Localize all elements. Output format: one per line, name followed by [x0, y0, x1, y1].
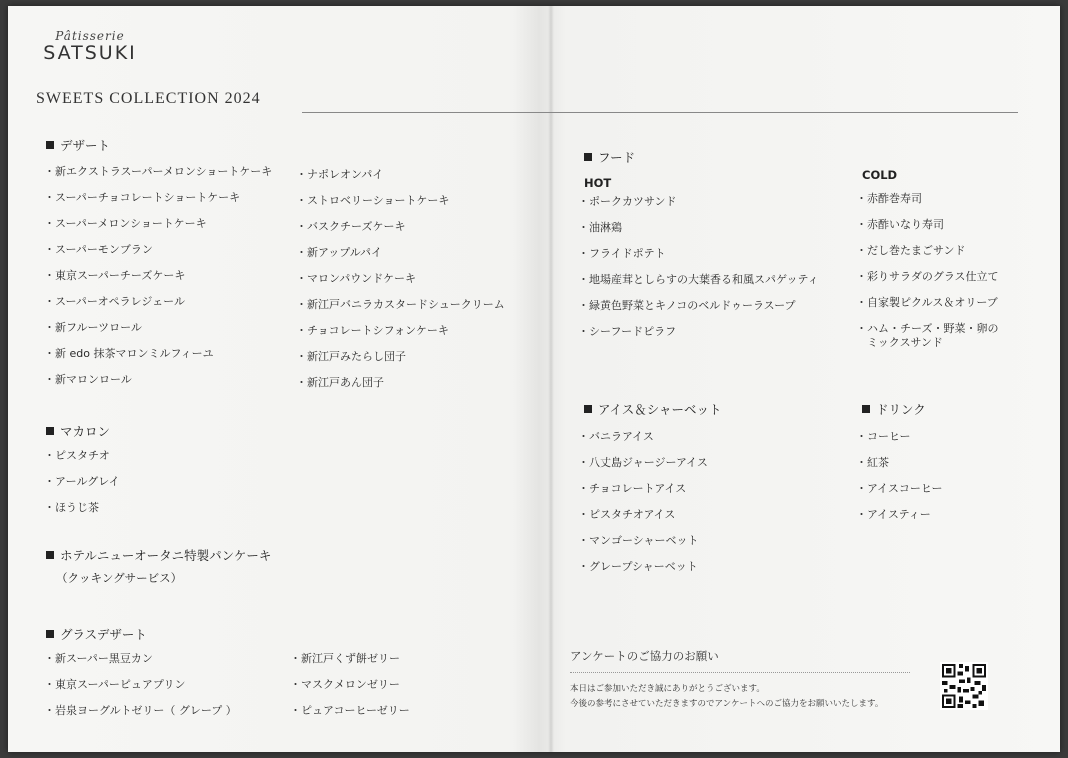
- macaron-item: ・ アールグレイ: [44, 475, 120, 501]
- food-hot-item: ・ 緑黄色野菜とキノコのベルドゥーラスープ: [578, 299, 819, 325]
- pancake-note: （クッキングサービス）: [56, 571, 183, 585]
- food-hot-item: ・ シーフードピラフ: [578, 325, 819, 351]
- bullet-square-icon: [46, 551, 54, 559]
- section-ice-title: アイス＆シャーベット: [584, 400, 722, 418]
- dessert-list-left: [44, 165, 272, 399]
- glass-dessert-item: ・ ピュアコーヒーゼリー: [290, 704, 410, 730]
- header-rule: [302, 112, 1018, 113]
- drink-item: ・ 紅茶: [856, 456, 942, 482]
- macaron-item: ・ ピスタチオ: [44, 449, 120, 475]
- dessert-item: ・ 新江戸バニラカスタードシュークリーム: [296, 298, 505, 324]
- bullet-square-icon: [46, 141, 54, 149]
- dessert-item: ・ スーパーオペラレジェール: [44, 295, 272, 321]
- food-cold-item: ・ だし巻たまごサンド: [856, 244, 999, 270]
- bullet-square-icon: [862, 405, 870, 413]
- food-cold-item: ・ ハム・チーズ・野菜・卵の ミックスサンド: [856, 322, 999, 348]
- ice-item: ・ マンゴーシャーベット: [578, 534, 708, 560]
- dessert-item: ・ 新江戸みたらし団子: [296, 350, 505, 376]
- dessert-list-right: [296, 168, 505, 402]
- food-hot-label: HOT: [584, 176, 612, 190]
- section-dessert-title: デザート: [46, 136, 110, 154]
- section-glass-title: グラスデザート: [46, 625, 147, 643]
- ice-item: ・ ピスタチオアイス: [578, 508, 708, 534]
- brand-script: Pâtisserie: [55, 29, 125, 43]
- food-hot-item: ・ ポークカツサンド: [578, 195, 819, 221]
- section-pancake-title: ホテルニューオータニ特製パンケーキ: [46, 546, 271, 564]
- glass-dessert-item: ・ 新江戸くず餅ゼリー: [290, 652, 410, 678]
- food-cold-item: ・ 彩りサラダのグラス仕立て: [856, 270, 999, 296]
- glass-dessert-item: ・ 岩泉ヨーグルトゼリー（ グレープ ）: [44, 704, 237, 730]
- section-drink-title: ドリンク: [862, 400, 926, 418]
- survey-title: アンケートのご協力のお願い: [570, 649, 719, 663]
- ice-item: ・ チョコレートアイス: [578, 482, 708, 508]
- bullet-square-icon: [584, 153, 592, 161]
- drink-item: ・ コーヒー: [856, 430, 942, 456]
- ice-list: [578, 430, 708, 586]
- food-hot-list: [578, 195, 819, 351]
- glass-list-right: [290, 652, 410, 730]
- brand-logo: [38, 30, 142, 64]
- ice-item: ・ 八丈島ジャージーアイス: [578, 456, 708, 482]
- survey-divider: [570, 672, 910, 673]
- survey-text: [570, 682, 883, 712]
- dessert-item: ・ 新アップルパイ: [296, 246, 505, 272]
- glass-dessert-item: ・ 新スーパー黒豆カン: [44, 652, 237, 678]
- survey-line-2: 今後の参考にさせていただきますのでアンケートへのご協力をお願いいたします。: [570, 699, 884, 709]
- food-hot-item: ・ フライドポテト: [578, 247, 819, 273]
- food-hot-item: ・ 地場産茸としらすの大葉香る和風スパゲッティ: [578, 273, 819, 299]
- dessert-item: ・ 新 edo 抹茶マロンミルフィーユ: [44, 347, 272, 373]
- dessert-item: ・ マロンパウンドケーキ: [296, 272, 505, 298]
- section-food-title: フード: [584, 148, 635, 166]
- bullet-square-icon: [46, 427, 54, 435]
- glass-list-left: [44, 652, 237, 730]
- food-cold-label: COLD: [862, 168, 898, 182]
- food-cold-list: [856, 192, 999, 348]
- dessert-item: ・ ストロベリーショートケーキ: [296, 194, 505, 220]
- dessert-item: ・ チョコレートシフォンケーキ: [296, 324, 505, 350]
- glass-dessert-item: ・ マスクメロンゼリー: [290, 678, 410, 704]
- dessert-item: ・ ナポレオンパイ: [296, 168, 505, 194]
- food-hot-item: ・ 油淋鶏: [578, 221, 819, 247]
- dessert-item: ・ 新マロンロール: [44, 373, 272, 399]
- dessert-item: ・ スーパーメロンショートケーキ: [44, 217, 272, 243]
- ice-item: ・ グレープシャーベット: [578, 560, 708, 586]
- drink-item: ・ アイスティー: [856, 508, 942, 534]
- collection-title: SWEETS COLLECTION 2024: [36, 90, 261, 107]
- food-cold-item: ・ 自家製ピクルス＆オリーブ: [856, 296, 999, 322]
- dessert-item: ・ スーパーモンブラン: [44, 243, 272, 269]
- macaron-item: ・ ほうじ茶: [44, 501, 120, 527]
- bullet-square-icon: [584, 405, 592, 413]
- dessert-item: ・ スーパーチョコレートショートケーキ: [44, 191, 272, 217]
- dessert-item: ・ 東京スーパーチーズケーキ: [44, 269, 272, 295]
- macaron-list: [44, 449, 120, 527]
- bullet-square-icon: [46, 630, 54, 638]
- glass-dessert-item: ・ 東京スーパーピュアプリン: [44, 678, 237, 704]
- section-macaron-title: マカロン: [46, 422, 110, 440]
- drink-item: ・ アイスコーヒー: [856, 482, 942, 508]
- survey-line-1: 本日はご参加いただき誠にありがとうございます。: [570, 684, 765, 694]
- brand-name: SATSUKI: [43, 42, 137, 64]
- food-cold-item: ・ 赤酢いなり寿司: [856, 218, 999, 244]
- food-cold-item: ・ 赤酢巻寿司: [856, 192, 999, 218]
- dessert-item: ・ 新フルーツロール: [44, 321, 272, 347]
- ice-item: ・ バニラアイス: [578, 430, 708, 456]
- paper-fold: [548, 6, 554, 752]
- dessert-item: ・ 新江戸あん団子: [296, 376, 505, 402]
- qr-code-icon[interactable]: [940, 662, 988, 710]
- dessert-item: ・ 新エクストラスーパーメロンショートケーキ: [44, 165, 272, 191]
- drink-list: [856, 430, 942, 534]
- dessert-item: ・ バスクチーズケーキ: [296, 220, 505, 246]
